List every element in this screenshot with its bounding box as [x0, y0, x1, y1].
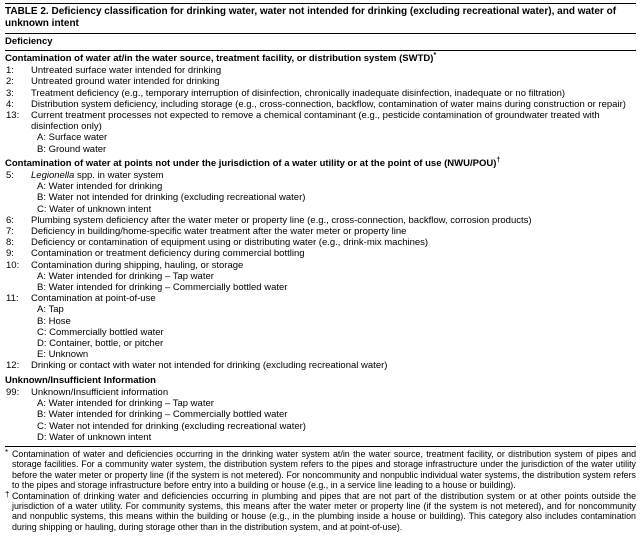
column-header-deficiency: Deficiency	[5, 36, 53, 47]
item-text: Untreated surface water intended for drinking	[31, 65, 222, 77]
item-text: Treatment deficiency (e.g., temporary interruption of disinfection, chronically inadequate disinfection, inadequate or no filtration)	[31, 87, 566, 99]
table-body	[5, 51, 636, 446]
item-code: 2:	[6, 76, 14, 88]
item-text: Contamination during shipping, hauling, or storage	[31, 259, 244, 271]
item-code: 13:	[6, 110, 20, 122]
subitem-row: A: Tap	[37, 304, 64, 316]
item-row	[5, 88, 636, 99]
section-heading	[5, 53, 636, 64]
section-heading-marker: †	[496, 156, 501, 164]
footnote-marker: *	[5, 447, 9, 457]
item-text: Deficiency in building/home-specific water treatment after the water meter or property line	[31, 226, 407, 238]
item-code: 4:	[6, 98, 14, 110]
section-heading	[5, 375, 636, 386]
item-code: 3:	[6, 87, 14, 99]
footnote	[5, 449, 636, 491]
subitem-row: A: Water intended for drinking	[37, 181, 163, 193]
item-text: Legionella spp. in water system	[31, 170, 164, 182]
item-code: 10:	[6, 259, 20, 271]
item-row	[5, 110, 636, 132]
subitem-row: B: Hose	[37, 315, 71, 327]
subitem-row: C: Water not intended for drinking (excluding recreational water)	[37, 420, 306, 432]
item-text: Deficiency or contamination of equipment using or distributing water (e.g., drink-mix machines)	[31, 237, 429, 249]
item-text: Current treatment processes not expected to remove a chemical contaminant (e.g., pesticide contamination of groundwater treated with disinfection only)	[31, 110, 600, 133]
item-row	[5, 387, 636, 398]
subitem-row: B: Ground water	[37, 143, 107, 155]
item-row	[5, 170, 636, 181]
item-code: 8:	[6, 237, 14, 249]
section-heading-marker: *	[433, 51, 437, 59]
footnote	[5, 491, 636, 533]
item-text-italic: Legionella	[31, 170, 75, 182]
item-row	[5, 248, 636, 259]
section-heading	[5, 158, 636, 169]
item-row	[5, 360, 636, 371]
item-text: Contamination at point-of-use	[31, 293, 156, 305]
subitem-row: A: Water intended for drinking – Tap water	[37, 398, 214, 410]
footnote-text: Contamination of drinking water and deficiencies occurring in plumbing and pipes that are not part of the distribution system or at other points outside the jurisdiction of a water utility. For community systems, this means after the water meter or property line (if the system is not metered), and for noncommunity and nonpublic systems, this means within the building or house (e.g., in the plumbing inside a house or building). This category also includes contamination during shipping or hauling, during storage other than in the distribution system, and at point-of-use).	[12, 490, 636, 532]
item-text: Drinking or contact with water not intended for drinking (excluding recreational water)	[31, 360, 388, 372]
subitem-row: B: Water not intended for drinking (excluding recreational water)	[37, 192, 306, 204]
item-row	[5, 293, 636, 304]
footnotes	[5, 447, 636, 534]
footnote-text: Contamination of water and deficiencies occurring in the drinking water system at/in the water source, treatment facility, or distribution system of pipes and storage facilities. For a community water system, the distribution system refers to the pipes and storage infrastructure under the jurisdiction of the water utility before the water meter or property line (if the system is not metered). For noncommunity and nonpublic individual water systems, the distribution system refers to the pipes and storage infrastructure before entry into a building or house (e.g., in a service line leading to a house or building).	[12, 448, 636, 491]
item-text: Untreated ground water intended for drinking	[31, 76, 220, 88]
subitem-row: C: Commercially bottled water	[37, 326, 164, 338]
item-code: 11:	[6, 293, 19, 305]
item-row	[5, 76, 636, 87]
subitem-row: E: Unknown	[37, 349, 89, 361]
item-row	[5, 99, 636, 110]
item-code: 9:	[6, 248, 14, 260]
item-text: Distribution system deficiency, including storage (e.g., cross-connection, backflow, contamination of water mains during construction or repair)	[31, 98, 626, 110]
section-heading-text: Unknown/Insufficient Information	[5, 374, 156, 386]
item-code: 1:	[6, 65, 14, 77]
subitem-row: B: Water intended for drinking – Commercially bottled water	[37, 409, 288, 421]
item-text: Plumbing system deficiency after the water meter or property line (e.g., cross-connection, backflow, corrosion products)	[31, 214, 532, 226]
item-code: 7:	[6, 226, 14, 238]
item-row	[5, 215, 636, 226]
item-code: 6:	[6, 214, 14, 226]
subitem-row: D: Container, bottle, or pitcher	[37, 338, 164, 350]
item-row	[5, 226, 636, 237]
item-code: 99:	[6, 386, 20, 398]
table-title: TABLE 2. Deficiency classification for drinking water, water not intended for drinking (excluding recreational water), and water of unknown intent	[5, 6, 617, 29]
item-row	[5, 237, 636, 248]
subitem-row: A: Water intended for drinking – Tap water	[37, 270, 214, 282]
item-code: 5:	[6, 170, 14, 182]
subitem-row: C: Water of unknown intent	[37, 203, 152, 215]
item-text: Unknown/Insufficient information	[31, 386, 169, 398]
item-row	[5, 65, 636, 76]
section-heading-text: Contamination of water at points not under the jurisdiction of a water utility or at the point of use (NWU/POU)	[5, 157, 497, 169]
item-row	[5, 260, 636, 271]
footnote-marker: †	[5, 489, 10, 499]
item-text: Contamination or treatment deficiency during commercial bottling	[31, 248, 305, 260]
subitem-row: B: Water intended for drinking – Commercially bottled water	[37, 282, 288, 294]
subitem-row: A: Surface water	[37, 132, 108, 144]
section-heading-text: Contamination of water at/in the water source, treatment facility, or distribution system (SWTD)	[5, 53, 434, 64]
subitem-row: D: Water of unknown intent	[37, 431, 152, 443]
item-code: 12:	[6, 360, 20, 372]
